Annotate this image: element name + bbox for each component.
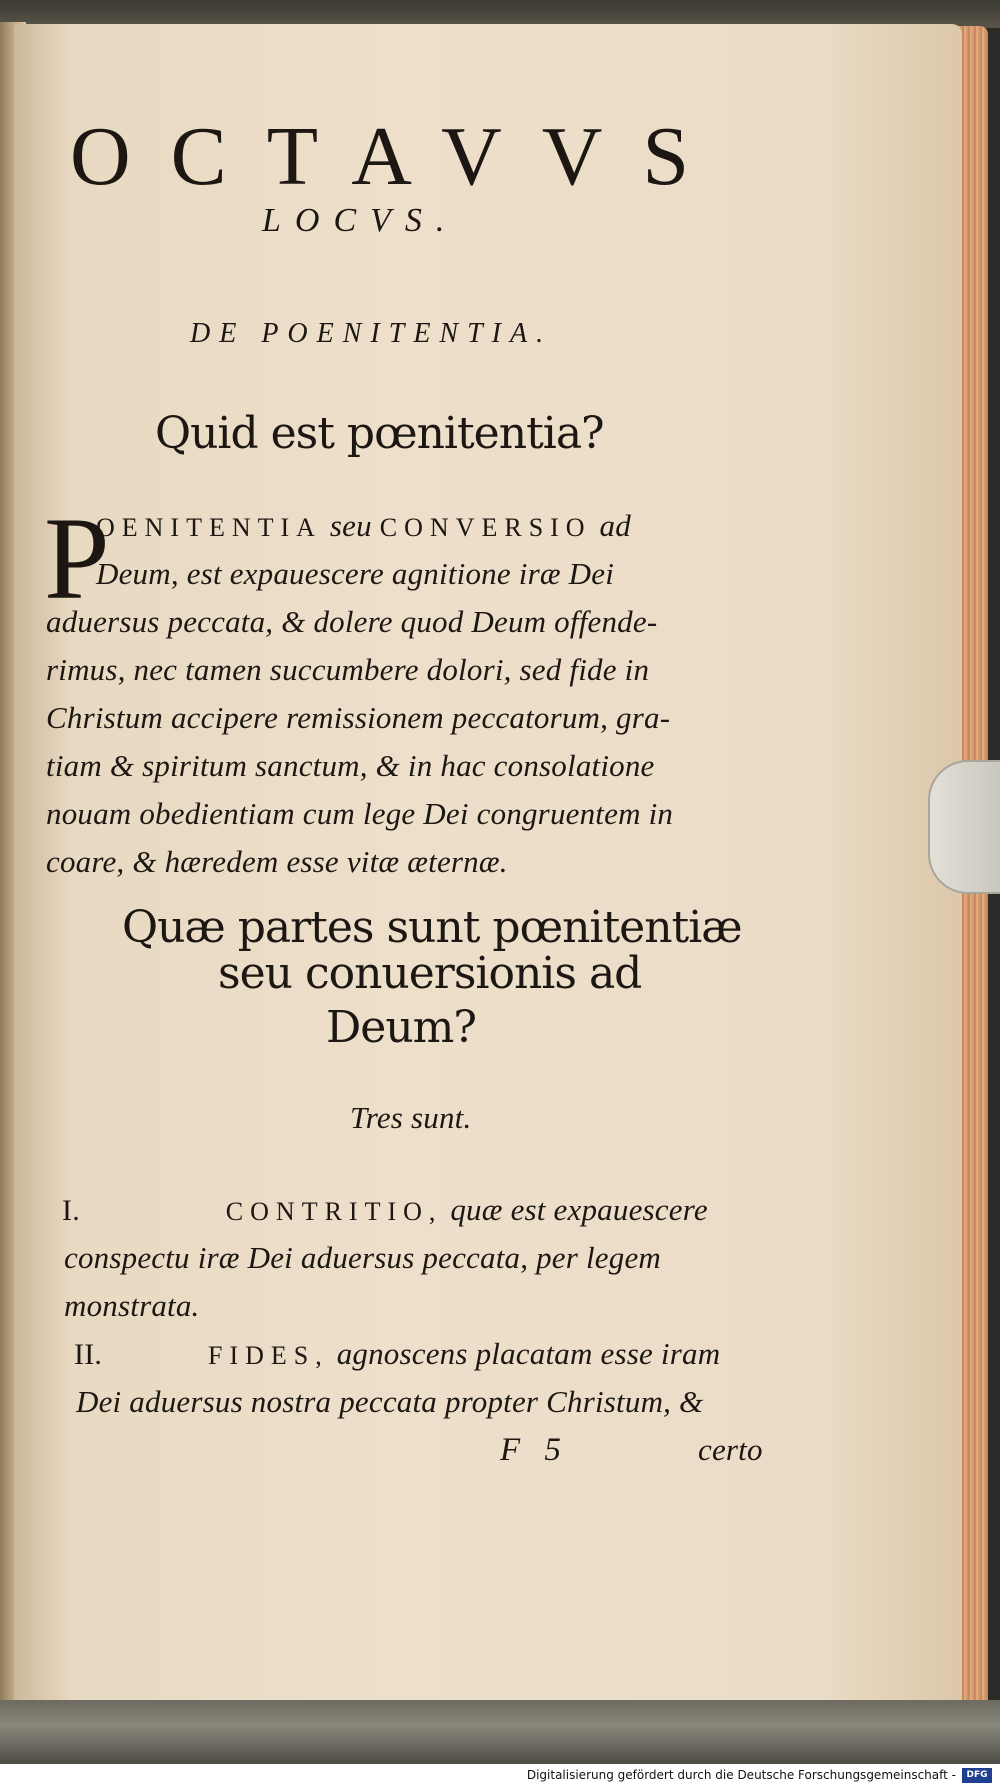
page-subtitle: LOCVS.	[262, 202, 459, 239]
catchword: certo	[698, 1432, 763, 1467]
list-number: I.	[62, 1194, 80, 1227]
definition-line-7: nouam obedientiam cum lege Dei congruentem in	[46, 796, 674, 831]
text-word: seu	[329, 508, 372, 543]
definition-line-4: rimus, nec tamen succumbere dolori, sed fide in	[46, 652, 650, 687]
definition-line-6: tiam & spiritum sanctum, & in hac consolatione	[46, 748, 655, 783]
question-heading-2-line-1: Quæ partes sunt pœnitentiæ	[122, 902, 742, 953]
footer-bar	[0, 1764, 1000, 1788]
list-number: II.	[74, 1338, 103, 1371]
caps-word: CONVERSIO	[379, 513, 592, 542]
answer-line: Tres sunt.	[350, 1100, 472, 1135]
text-word: ad	[599, 508, 631, 543]
page-holder-clip	[928, 760, 1000, 894]
question-heading-2-line-3: Deum?	[326, 1002, 476, 1053]
definition-line-3: aduersus peccata, & dolere quod Deum offende-	[46, 604, 658, 639]
footer-credit: Digitalisierung gefördert durch die Deutsche Forschungsgemeinschaft -	[526, 1768, 956, 1782]
definition-line-8: coare, & hæredem esse vitæ æternæ.	[46, 844, 508, 879]
caps-word: FIDES,	[208, 1341, 329, 1370]
text-word: agnoscens placatam esse iram	[336, 1336, 721, 1371]
question-heading-2-line-2: seu conuersionis ad	[218, 948, 642, 999]
caps-word: CONTRITIO,	[225, 1197, 443, 1226]
dfg-logo-icon: DFG	[962, 1768, 992, 1783]
definition-line-5: Christum accipere remissionem peccatorum, gra-	[46, 700, 671, 735]
list-item-1-line-3: monstrata.	[64, 1288, 200, 1323]
list-item-1-line-1	[62, 1192, 708, 1228]
page-title: OCTAVVS	[70, 110, 730, 203]
book-cover-bottom	[0, 1700, 1000, 1764]
caps-word: OENITENTIA	[96, 513, 322, 542]
definition-line-2: Deum, est expauescere agnitione iræ Dei	[96, 556, 615, 591]
text-word: quæ est expauescere	[450, 1192, 708, 1227]
list-item-2-line-1	[74, 1336, 720, 1372]
list-item-2-line-2: Dei aduersus nostra peccata propter Christum, &	[76, 1384, 704, 1419]
drop-cap: P	[44, 493, 110, 624]
section-heading: DE POENITENTIA.	[190, 318, 553, 349]
signature-mark: F 5	[500, 1432, 569, 1468]
list-item-1-line-2: conspectu iræ Dei aduersus peccata, per legem	[64, 1240, 662, 1275]
definition-line-1	[96, 508, 631, 544]
question-heading-1: Quid est pœnitentia?	[155, 408, 604, 459]
